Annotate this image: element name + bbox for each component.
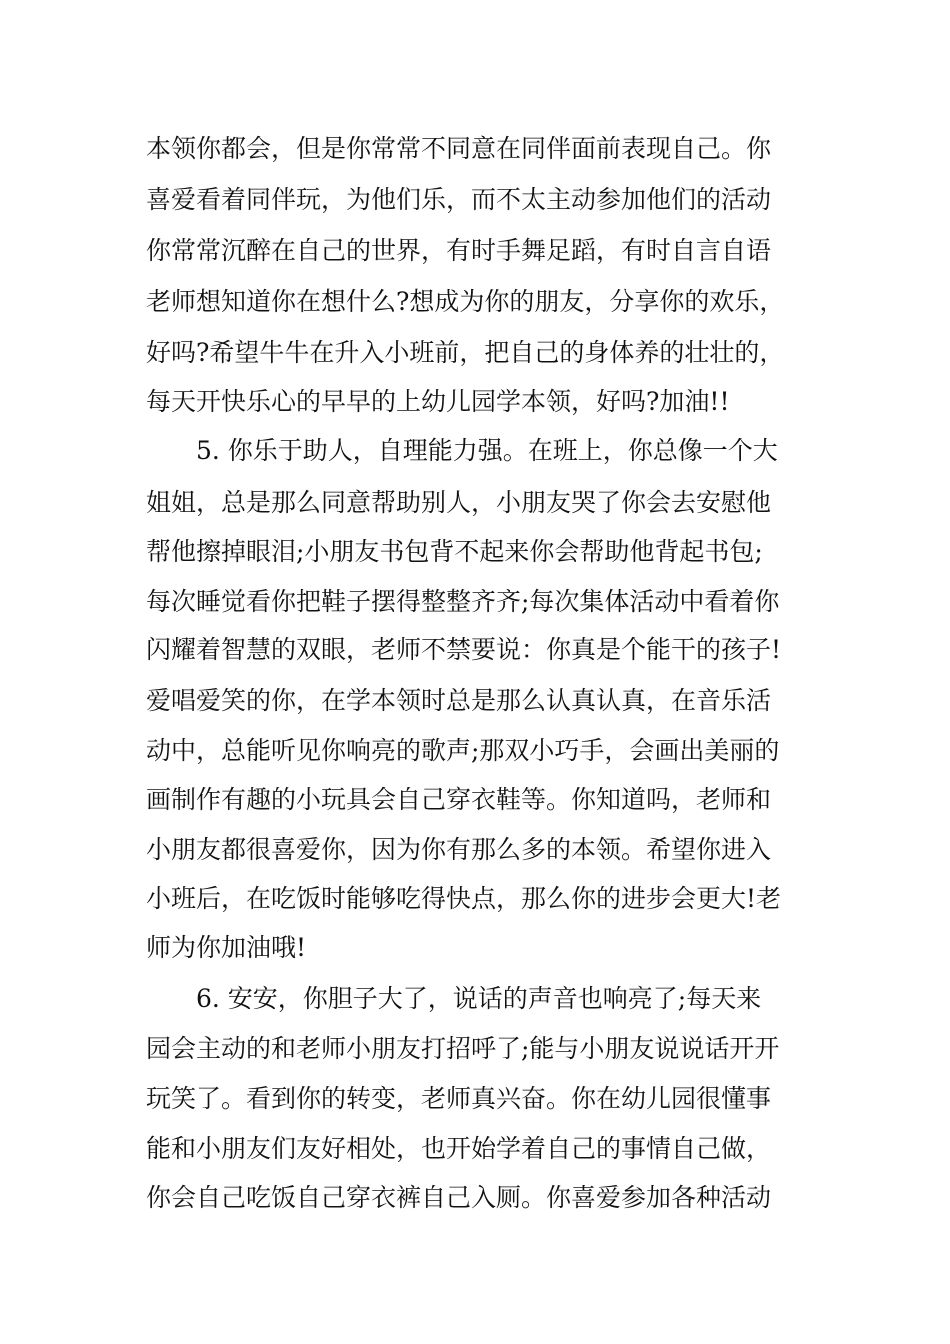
text-line: 本领你都会，但是你常常不同意在同伴面前表现自己。你	[146, 134, 772, 163]
text-line: 喜爱看着同伴玩，为他们乐，而不太主动参加他们的活动	[146, 185, 772, 214]
text-line: 每次睡觉看你把鞋子摆得整整齐齐;每次集体活动中看着你	[146, 587, 780, 616]
paragraph-6-first-line: 6. 安安，你胆子大了，说话的声音也响亮了;每天来	[196, 984, 762, 1013]
text-line: 闪耀着智慧的双眼，老师不禁要说：你真是个能干的孩子!	[146, 635, 782, 664]
text-line: 你会自己吃饭自己穿衣裤自己入厕。你喜爱参加各种活动	[146, 1183, 772, 1212]
text-line: 老师想知道你在想什么?想成为你的朋友，分享你的欢乐，	[146, 287, 785, 316]
text-line: 每天开快乐心的早早的上幼儿园学本领，好吗?加油!!	[146, 387, 730, 416]
text-line: 姐姐，总是那么同意帮助别人，小朋友哭了你会去安慰他	[146, 488, 772, 517]
text-line: 帮他擦掉眼泪;小朋友书包背不起来你会帮助他背起书包;	[146, 537, 763, 566]
text-line: 小班后，在吃饭时能够吃得快点，那么你的进步会更大!老	[146, 884, 782, 913]
text-line: 动中，总能听见你响亮的歌声;那双小巧手，会画出美丽的	[146, 736, 780, 765]
text-line: 小朋友都很喜爱你，因为你有那么多的本领。希望你进入	[146, 835, 772, 864]
text-line: 玩笑了。看到你的转变，老师真兴奋。你在幼儿园很懂事	[146, 1084, 772, 1113]
text-line: 爱唱爱笑的你，在学本领时总是那么认真认真，在音乐活	[146, 686, 772, 715]
text-line: 师为你加油哦!	[146, 933, 307, 962]
text-line: 画制作有趣的小玩具会自己穿衣鞋等。你知道吗，老师和	[146, 785, 772, 814]
text-line: 好吗?希望牛牛在升入小班前，把自己的身体养的壮壮的，	[146, 338, 785, 367]
paragraph-5-first-line: 5. 你乐于助人，自理能力强。在班上，你总像一个大	[196, 436, 778, 465]
text-line: 你常常沉醉在自己的世界，有时手舞足蹈，有时自言自语	[146, 236, 772, 265]
text-line: 园会主动的和老师小朋友打招呼了;能与小朋友说说话开开	[146, 1034, 780, 1063]
text-line: 能和小朋友们友好相处，也开始学着自己的事情自己做，	[146, 1134, 772, 1163]
